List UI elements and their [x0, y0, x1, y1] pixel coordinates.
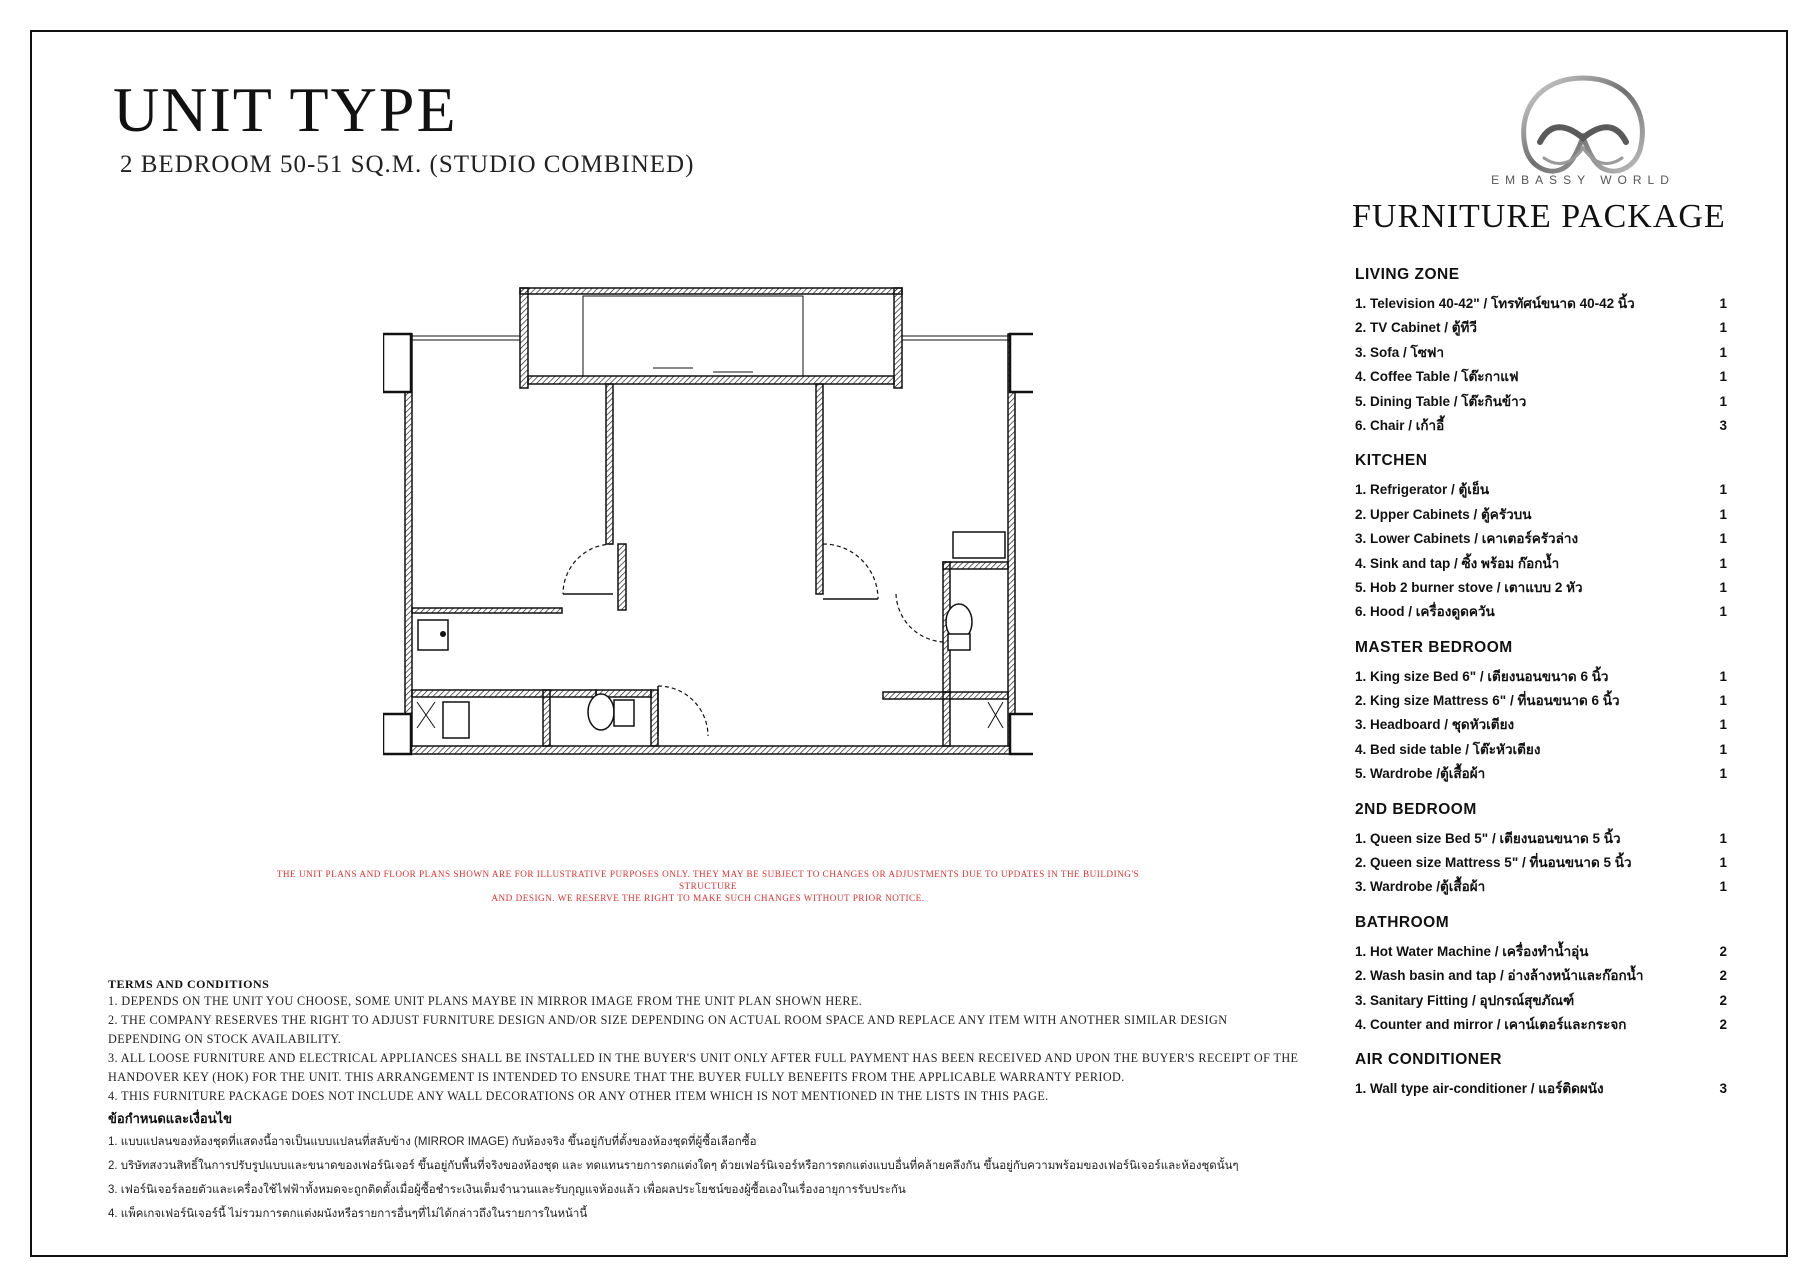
item-label: 5. Wardrobe /ตู้เสื้อผ้า — [1355, 766, 1486, 782]
terms-line: 3. ALL LOOSE FURNITURE AND ELECTRICAL APPLIANCES SHALL BE INSTALLED IN THE BUYER'S UNIT ONLY AFTER FULL PAYMENT HAS BEEN RECEIVED AND UPON THE BUYER'S RECEIPT OF THE — [108, 1051, 1299, 1065]
terms-line: HANDOVER KEY (HOK) FOR THE UNIT. THIS ARRANGEMENT IS INTENDED TO ENSURE THAT THE BUYER FULLY BENEFITS FROM THE APPLICABLE WARRANTY PERIOD. — [108, 1070, 1125, 1084]
page-title: UNIT TYPE — [113, 74, 458, 145]
item-qty: 1 — [1719, 344, 1727, 360]
item-label: 4. Coffee Table / โต๊ะกาแฟ — [1355, 369, 1519, 385]
list-item — [1355, 1013, 1727, 1037]
terms-and-conditions — [108, 976, 1308, 1226]
thai-terms-heading: ข้อกำหนดและเงื่อนไข — [108, 1111, 233, 1126]
item-label: 4. Bed side table / โต๊ะหัวเตียง — [1355, 741, 1541, 757]
item-qty: 1 — [1719, 741, 1727, 757]
item-qty: 1 — [1719, 766, 1727, 782]
list-item — [1355, 552, 1727, 576]
list-item — [1355, 1077, 1727, 1101]
section-heading: AIR CONDITIONER — [1355, 1051, 1502, 1069]
list-item — [1355, 689, 1727, 713]
list-item — [1355, 738, 1727, 762]
section-bathroom — [1355, 912, 1727, 1038]
item-label: 2. Wash basin and tap / อ่างล้างหน้าและก๊อกน้ำ — [1355, 968, 1644, 984]
page-subtitle: 2 BEDROOM 50-51 SQ.M. (STUDIO COMBINED) — [120, 151, 695, 178]
item-label: 3. Wardrobe /ตู้เสื้อผ้า — [1355, 879, 1486, 895]
item-qty: 2 — [1719, 1016, 1727, 1032]
list-item — [1355, 390, 1727, 414]
item-qty: 1 — [1719, 531, 1727, 547]
list-item — [1355, 875, 1727, 899]
list-item — [1355, 341, 1727, 365]
item-label: 3. Headboard / ชุดหัวเตียง — [1355, 717, 1515, 733]
item-qty: 1 — [1719, 506, 1727, 522]
section-heading: BATHROOM — [1355, 913, 1450, 931]
item-label: 6. Hood / เครื่องดูดควัน — [1355, 604, 1495, 620]
logo-text: EMBASSY WORLD — [1491, 173, 1675, 187]
list-item — [1355, 665, 1727, 689]
item-qty: 2 — [1719, 992, 1727, 1008]
item-qty: 1 — [1719, 555, 1727, 571]
item-label: 1. Hot Water Machine / เครื่องทำน้ำอุ่น — [1355, 943, 1589, 959]
item-qty: 3 — [1719, 1081, 1727, 1097]
item-qty: 1 — [1719, 579, 1727, 595]
list-item — [1355, 503, 1727, 527]
list-item — [1355, 851, 1727, 875]
terms-line: DEPENDING ON STOCK AVAILABILITY. — [108, 1032, 342, 1046]
item-qty: 1 — [1719, 830, 1727, 846]
item-qty: 1 — [1719, 668, 1727, 684]
list-item — [1355, 600, 1727, 624]
item-label: 6. Chair / เก้าอี้ — [1355, 417, 1445, 433]
floor-plan-drawing — [383, 282, 1033, 802]
item-qty: 1 — [1719, 296, 1727, 311]
section-air-conditioner — [1355, 1049, 1727, 1101]
item-label: 4. Sink and tap / ซิ้ง พร้อม ก๊อกน้ำ — [1355, 555, 1560, 571]
terms-line: 4. THIS FURNITURE PACKAGE DOES NOT INCLUDE ANY WALL DECORATIONS OR ANY OTHER ITEM WHICH IS NOT MENTIONED IN THE LISTS IN THIS PAGE. — [108, 1089, 1049, 1103]
thai-terms-line: 1. แบบแปลนของห้องชุดที่แสดงนี้อาจเป็นแบบแปลนที่สลับข้าง (MIRROR IMAGE) กับห้องจริง ขึ้นอยู่กับที่ตั้งของห้องชุดที่ผู้ซื้อเลือกซื้อ — [108, 1136, 757, 1148]
section-master-bedroom — [1355, 637, 1727, 787]
item-label: 1. King size Bed 6" / เตียงนอนขนาด 6 นิ้ว — [1355, 668, 1609, 684]
item-qty: 2 — [1719, 943, 1727, 959]
disclaimer-line: AND DESIGN. WE RESERVE THE RIGHT TO MAKE SUCH CHANGES WITHOUT PRIOR NOTICE. — [491, 893, 925, 903]
furniture-package-title: FURNITURE PACKAGE — [1352, 198, 1726, 235]
list-item — [1355, 365, 1727, 389]
item-qty: 1 — [1719, 320, 1727, 336]
terms-line: 1. DEPENDS ON THE UNIT YOU CHOOSE, SOME UNIT PLANS MAYBE IN MIRROR IMAGE FROM THE UNIT PLAN SHOWN HERE. — [108, 994, 863, 1008]
item-qty: 1 — [1719, 604, 1727, 620]
furniture-list — [1355, 264, 1727, 1114]
list-item — [1355, 292, 1727, 316]
terms-line: 2. THE COMPANY RESERVES THE RIGHT TO ADJUST FURNITURE DESIGN AND/OR SIZE DEPENDING ON ACTUAL ROOM SPACE AND REPLACE ANY ITEM WITH ANOTHER SIMILAR DESIGN — [108, 1013, 1228, 1027]
item-label: 2. Queen size Mattress 5" / ที่นอนขนาด 5 นิ้ว — [1355, 855, 1632, 871]
list-item — [1355, 827, 1727, 851]
list-item — [1355, 940, 1727, 964]
thai-terms-line: 2. บริษัทสงวนสิทธิ์ในการปรับรูปแบบและขนาดของเฟอร์นิเจอร์ ขึ้นอยู่กับพื้นที่จริงของห้องชุด และ ทดแทนรายการตกแต่งใดๆ ด้วยเฟอร์นิเจอร์หรือการตกแต่งแบบอื่นที่คล้ายคลึงกัน ขึ้นอยู่กับความพร้อมของเฟอร์นิเจอร์และห้องชุดนั้นๆ — [108, 1160, 1239, 1172]
list-item — [1355, 713, 1727, 737]
section-heading: 2ND BEDROOM — [1355, 800, 1477, 818]
item-label: 1. Refrigerator / ตู้เย็น — [1355, 482, 1490, 498]
list-item — [1355, 576, 1727, 600]
item-label: 3. Lower Cabinets / เคาเตอร์ครัวล่าง — [1355, 531, 1579, 547]
item-qty: 1 — [1719, 369, 1727, 385]
list-item — [1355, 762, 1727, 786]
item-label: 2. TV Cabinet / ตู้ทีวี — [1355, 320, 1478, 336]
item-label: 1. Wall type air-conditioner / แอร์ติดผนัง — [1355, 1081, 1604, 1097]
section-kitchen — [1355, 450, 1727, 624]
item-label: 5. Hob 2 burner stove / เตาแบบ 2 หัว — [1355, 579, 1583, 595]
list-item — [1355, 964, 1727, 988]
section-heading: LIVING ZONE — [1355, 266, 1460, 283]
item-qty: 1 — [1719, 855, 1727, 871]
item-qty: 1 — [1719, 693, 1727, 709]
list-item — [1355, 478, 1727, 502]
item-label: 2. Upper Cabinets / ตู้ครัวบน — [1355, 506, 1532, 522]
thai-terms-line: 3. เฟอร์นิเจอร์ลอยตัวและเครื่องใช้ไฟฟ้าทั้งหมดจะถูกติดตั้งเมื่อผู้ซื้อชำระเงินเต็มจำนวนและรับกุญแจห้องแล้ว เพื่อผลประโยชน์ของผู้ซื้อเองในเรื่องอายุการรับประกัน — [108, 1184, 906, 1196]
list-item — [1355, 316, 1727, 340]
terms-heading: TERMS AND CONDITIONS — [108, 977, 270, 991]
section-2nd-bedroom — [1355, 799, 1727, 900]
list-item — [1355, 414, 1727, 438]
thai-terms-line: 4. แพ็คเกจเฟอร์นิเจอร์นี้ ไม่รวมการตกแต่งผนังหรือรายการอื่นๆที่ไม่ได้กล่าวถึงในรายการในหน้านี้ — [108, 1208, 588, 1220]
item-label: 2. King size Mattress 6" / ที่นอนขนาด 6 นิ้ว — [1355, 693, 1620, 709]
item-qty: 1 — [1719, 879, 1727, 895]
item-qty: 1 — [1719, 717, 1727, 733]
item-label: 1. Queen size Bed 5" / เตียงนอนขนาด 5 นิ้ว — [1355, 830, 1621, 846]
item-label: 3. Sofa / โซฟา — [1355, 344, 1445, 360]
item-qty: 3 — [1719, 417, 1727, 433]
disclaimer — [248, 868, 1168, 904]
section-heading: KITCHEN — [1355, 452, 1428, 470]
section-heading: MASTER BEDROOM — [1355, 638, 1513, 656]
item-label: 5. Dining Table / โต๊ะกินข้าว — [1355, 393, 1527, 409]
list-item — [1355, 527, 1727, 551]
disclaimer-line: THE UNIT PLANS AND FLOOR PLANS SHOWN ARE FOR ILLUSTRATIVE PURPOSES ONLY. THEY MAY BE SUBJECT TO CHANGES OR ADJUSTMENTS DUE TO UPDATES IN THE BUILDING'S STRUCTURE — [276, 869, 1140, 891]
item-label: 1. Television 40-42" / โทรทัศน์ขนาด 40-42 นิ้ว — [1355, 296, 1635, 311]
item-label: 3. Sanitary Fitting / อุปกรณ์สุขภัณฑ์ — [1355, 992, 1575, 1008]
section-living-zone — [1355, 264, 1727, 438]
item-qty: 1 — [1719, 482, 1727, 498]
item-label: 4. Counter and mirror / เคาน์เตอร์และกระจก — [1355, 1016, 1627, 1032]
item-qty: 1 — [1719, 393, 1727, 409]
list-item — [1355, 989, 1727, 1013]
item-qty: 2 — [1719, 968, 1727, 984]
